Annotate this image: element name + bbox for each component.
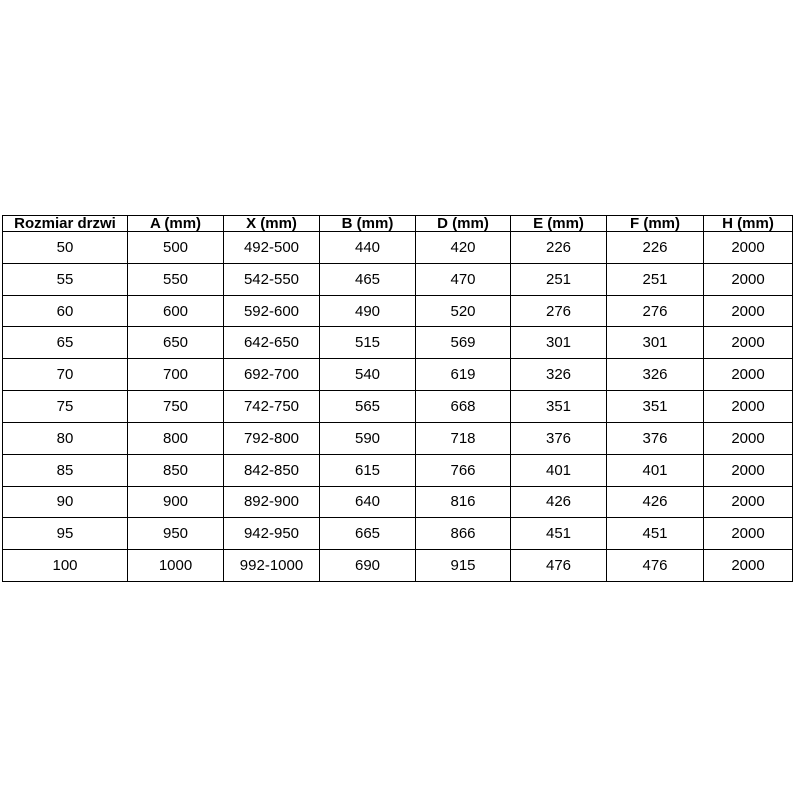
table-row bbox=[3, 263, 793, 295]
table-cell: 2000 bbox=[704, 422, 793, 454]
table-cell: 2000 bbox=[704, 550, 793, 582]
table-cell: 326 bbox=[511, 359, 607, 391]
column-header: H (mm) bbox=[704, 216, 793, 232]
table-cell: 2000 bbox=[704, 454, 793, 486]
table-cell: 800 bbox=[128, 422, 224, 454]
table-cell: 592-600 bbox=[224, 295, 320, 327]
table-cell: 515 bbox=[320, 327, 416, 359]
table-cell: 2000 bbox=[704, 295, 793, 327]
table-cell: 470 bbox=[416, 263, 511, 295]
table-cell: 842-850 bbox=[224, 454, 320, 486]
table-cell: 426 bbox=[511, 486, 607, 518]
table-row bbox=[3, 295, 793, 327]
table-cell: 692-700 bbox=[224, 359, 320, 391]
table-cell: 718 bbox=[416, 422, 511, 454]
table-cell: 766 bbox=[416, 454, 511, 486]
table-cell: 2000 bbox=[704, 391, 793, 423]
table-cell: 540 bbox=[320, 359, 416, 391]
table-cell: 351 bbox=[607, 391, 704, 423]
table-cell: 792-800 bbox=[224, 422, 320, 454]
table-cell: 90 bbox=[3, 486, 128, 518]
table-cell: 2000 bbox=[704, 486, 793, 518]
table-cell: 569 bbox=[416, 327, 511, 359]
table-cell: 476 bbox=[607, 550, 704, 582]
table-cell: 401 bbox=[607, 454, 704, 486]
table-cell: 60 bbox=[3, 295, 128, 327]
column-header: X (mm) bbox=[224, 216, 320, 232]
table-cell: 1000 bbox=[128, 550, 224, 582]
table-cell: 850 bbox=[128, 454, 224, 486]
header-row bbox=[3, 216, 793, 232]
table-cell: 50 bbox=[3, 232, 128, 264]
table-cell: 2000 bbox=[704, 263, 793, 295]
table-cell: 668 bbox=[416, 391, 511, 423]
table-cell: 476 bbox=[511, 550, 607, 582]
table-cell: 276 bbox=[607, 295, 704, 327]
table-cell: 650 bbox=[128, 327, 224, 359]
column-header: F (mm) bbox=[607, 216, 704, 232]
table-cell: 451 bbox=[607, 518, 704, 550]
table-cell: 85 bbox=[3, 454, 128, 486]
table-cell: 992-1000 bbox=[224, 550, 320, 582]
table-row bbox=[3, 391, 793, 423]
table-cell: 900 bbox=[128, 486, 224, 518]
table-cell: 226 bbox=[607, 232, 704, 264]
table-cell: 640 bbox=[320, 486, 416, 518]
table-cell: 226 bbox=[511, 232, 607, 264]
door-size-table bbox=[2, 215, 793, 582]
table-cell: 950 bbox=[128, 518, 224, 550]
table-cell: 542-550 bbox=[224, 263, 320, 295]
table-row bbox=[3, 486, 793, 518]
table-cell: 465 bbox=[320, 263, 416, 295]
table-row bbox=[3, 359, 793, 391]
table-cell: 750 bbox=[128, 391, 224, 423]
table-cell: 376 bbox=[511, 422, 607, 454]
table-cell: 2000 bbox=[704, 327, 793, 359]
table-cell: 251 bbox=[511, 263, 607, 295]
table-row bbox=[3, 232, 793, 264]
table-body bbox=[3, 232, 793, 582]
table-cell: 276 bbox=[511, 295, 607, 327]
table-cell: 2000 bbox=[704, 232, 793, 264]
table-cell: 665 bbox=[320, 518, 416, 550]
table-cell: 75 bbox=[3, 391, 128, 423]
table-row bbox=[3, 422, 793, 454]
table-cell: 301 bbox=[607, 327, 704, 359]
table-cell: 490 bbox=[320, 295, 416, 327]
table-cell: 816 bbox=[416, 486, 511, 518]
table-cell: 326 bbox=[607, 359, 704, 391]
table-cell: 100 bbox=[3, 550, 128, 582]
table-row bbox=[3, 518, 793, 550]
table-cell: 70 bbox=[3, 359, 128, 391]
table-cell: 619 bbox=[416, 359, 511, 391]
table-cell: 2000 bbox=[704, 359, 793, 391]
column-header: B (mm) bbox=[320, 216, 416, 232]
table-cell: 401 bbox=[511, 454, 607, 486]
column-header: Rozmiar drzwi bbox=[3, 216, 128, 232]
column-header: D (mm) bbox=[416, 216, 511, 232]
table-cell: 565 bbox=[320, 391, 416, 423]
table-cell: 301 bbox=[511, 327, 607, 359]
table-cell: 451 bbox=[511, 518, 607, 550]
table-cell: 420 bbox=[416, 232, 511, 264]
table-cell: 95 bbox=[3, 518, 128, 550]
column-header: A (mm) bbox=[128, 216, 224, 232]
table-cell: 942-950 bbox=[224, 518, 320, 550]
table-cell: 615 bbox=[320, 454, 416, 486]
table-cell: 892-900 bbox=[224, 486, 320, 518]
table-cell: 590 bbox=[320, 422, 416, 454]
table-cell: 376 bbox=[607, 422, 704, 454]
table-cell: 251 bbox=[607, 263, 704, 295]
table-cell: 690 bbox=[320, 550, 416, 582]
table-cell: 492-500 bbox=[224, 232, 320, 264]
table-header bbox=[3, 216, 793, 232]
table-row bbox=[3, 550, 793, 582]
table-cell: 440 bbox=[320, 232, 416, 264]
table-cell: 742-750 bbox=[224, 391, 320, 423]
table-row bbox=[3, 454, 793, 486]
table-cell: 500 bbox=[128, 232, 224, 264]
table-cell: 600 bbox=[128, 295, 224, 327]
table-cell: 65 bbox=[3, 327, 128, 359]
table-cell: 55 bbox=[3, 263, 128, 295]
table-cell: 700 bbox=[128, 359, 224, 391]
table-cell: 642-650 bbox=[224, 327, 320, 359]
table-cell: 80 bbox=[3, 422, 128, 454]
column-header: E (mm) bbox=[511, 216, 607, 232]
table-cell: 915 bbox=[416, 550, 511, 582]
table-row bbox=[3, 327, 793, 359]
table-cell: 426 bbox=[607, 486, 704, 518]
table-cell: 550 bbox=[128, 263, 224, 295]
table-cell: 351 bbox=[511, 391, 607, 423]
table-cell: 2000 bbox=[704, 518, 793, 550]
table-cell: 520 bbox=[416, 295, 511, 327]
table-cell: 866 bbox=[416, 518, 511, 550]
